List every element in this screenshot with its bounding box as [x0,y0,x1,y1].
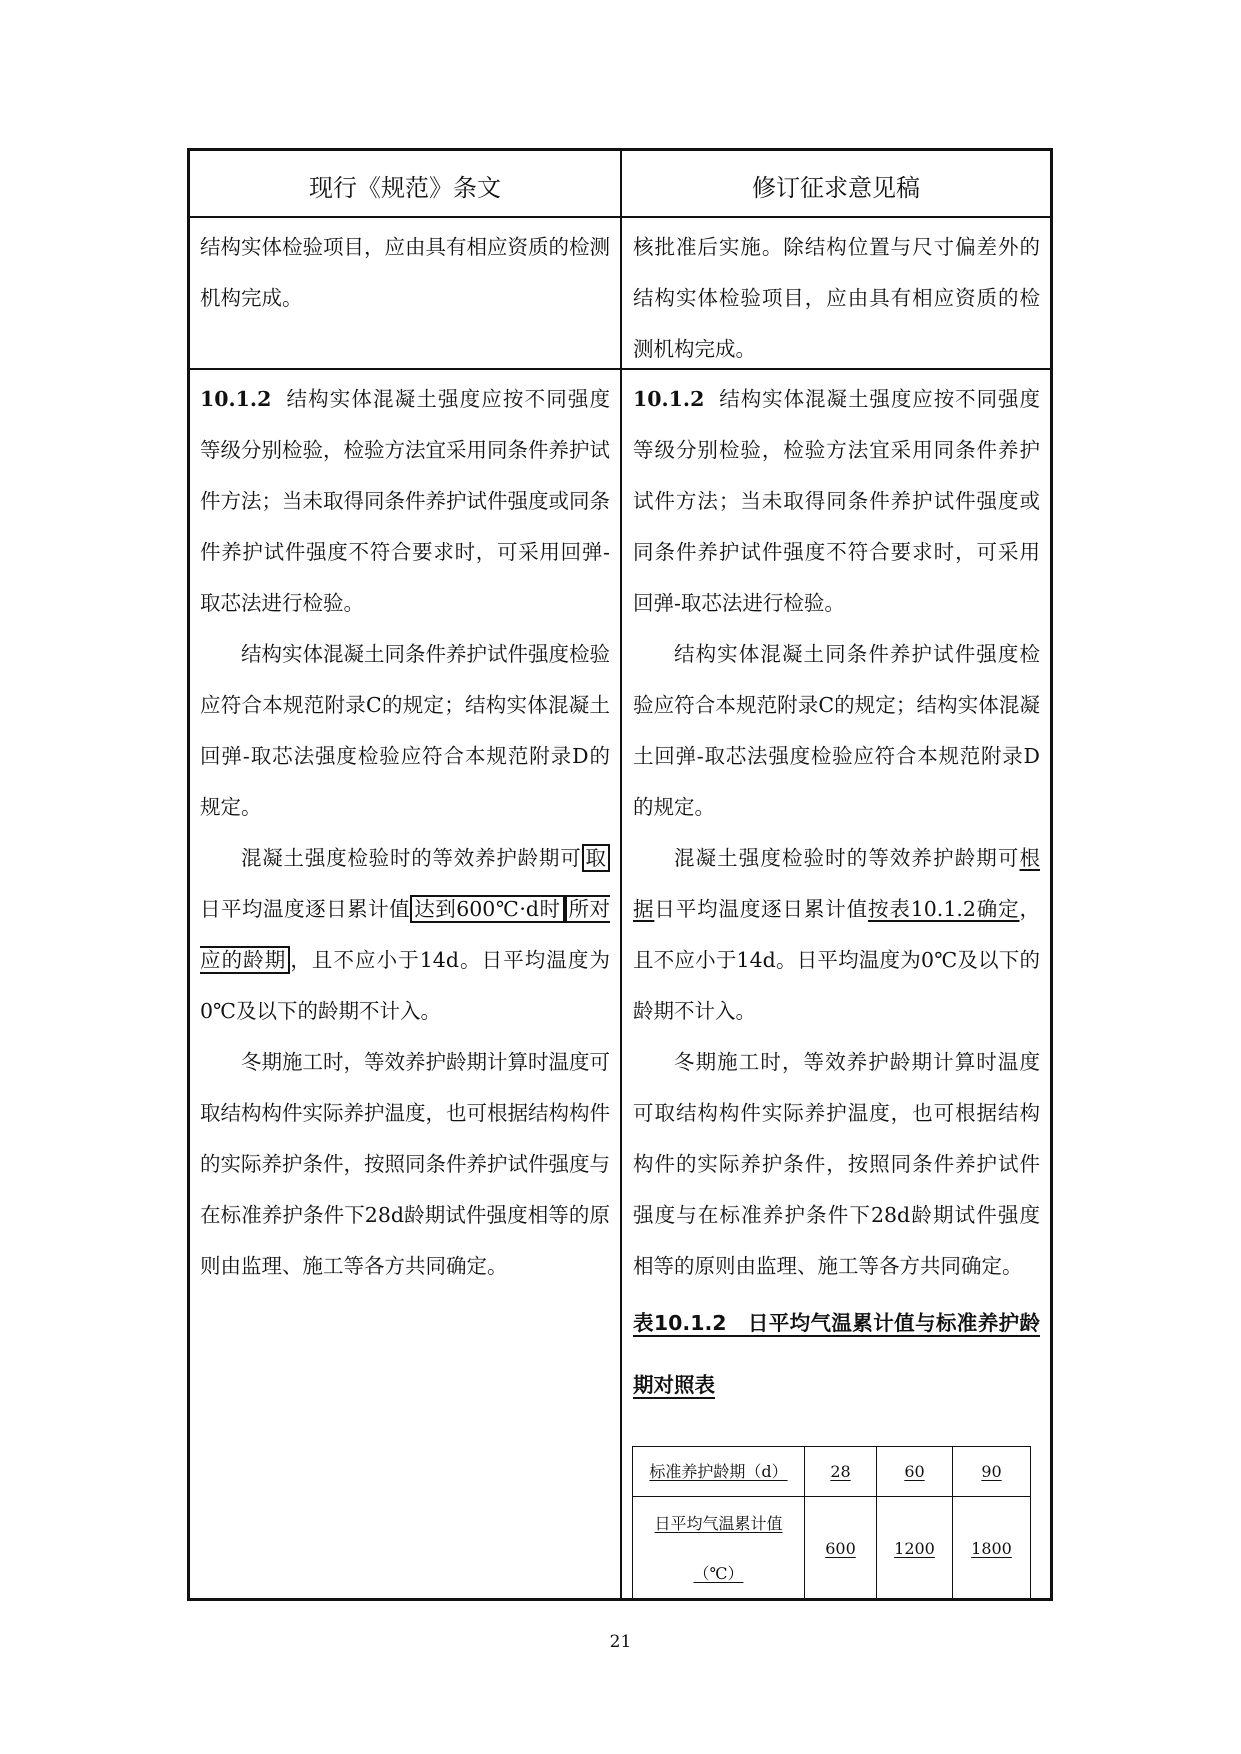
left-clause-p2: 结构实体混凝土同条件养护试件强度检验应符合本规范附录C的规定；结构实体混凝土回弹-取芯法强度检验应符合本规范附录D的规定。 [200,642,610,819]
left-row1-paragraph: 结构实体检验项目，应由具有相应资质的检测机构完成。 [200,235,610,310]
left-row1-text [200,222,610,324]
table-row2-label [633,1497,805,1601]
right-p3-text-c: ，且不应小于14d。日平均温度为0℃及以下的龄期不计入。 [633,897,1041,1023]
table-row2-value: 600 [805,1497,877,1601]
table-row2-label-line1: 日平均气温累计值 [654,1513,783,1533]
left-clause-p1-text: 结构实体混凝土强度应按不同强度等级分别检验，检验方法宜采用同条件养护试件方法；当未取得同条件养护试件强度或同条件养护试件强度不符合要求时，可采用回弹-取芯法进行检验。 [200,387,610,615]
right-clause-p2: 结构实体混凝土同条件养护试件强度检验应符合本规范附录C的规定；结构实体混凝土回弹-取芯法强度检验应符合本规范附录D的规定。 [633,642,1040,819]
age-temperature-table [632,1446,1031,1601]
table-row2-value: 1800 [953,1497,1031,1601]
left-p3-boxed-2: 达到600℃·d时 [410,895,564,923]
table-row [633,1447,1031,1497]
right-p3-underlined-2: 按表10.1.2确定 [868,897,1020,921]
table-row2-label-line2: （℃） [693,1563,744,1583]
page-number: 21 [609,1632,632,1652]
right-p3-text-b: 日平均温度逐日累计值 [654,897,868,921]
table-caption: 表10.1.2 日平均气温累计值与标准养护龄期对照表 [633,1311,1040,1397]
right-clause-p4: 冬期施工时，等效养护龄期计算时温度可取结构构件实际养护温度，也可根据结构构件的实际养护条件，按照同条件养护试件强度与在标准养护条件下28d龄期试件强度相等的原则由监理、施工等各方共同确定。 [633,1050,1040,1278]
right-p3-underlined-1: 根据 [633,846,1040,921]
column-divider [620,148,622,1601]
left-clause-p3 [200,833,610,1037]
table-row1-value: 90 [953,1447,1031,1497]
left-p3-text-a: 混凝土强度检验时的等效养护龄期可 [241,846,582,870]
left-p3-text-b: 日平均温度逐日累计值 [200,897,411,921]
right-p3-text-a: 混凝土强度检验时的等效养护龄期可 [674,846,1020,870]
left-p3-boxed-3: 所对应的龄期 [200,897,611,972]
right-row1-text [633,222,1040,375]
left-p3-text-c: ，且不应小于14d。日平均温度为0℃及以下的龄期不计入。 [200,948,610,1023]
table-row [633,1497,1031,1601]
left-clause-10-1-2 [200,374,610,1292]
table-row2-value: 1200 [877,1497,953,1601]
header-revision-draft: 修订征求意见稿 [752,174,920,202]
left-clause-p1 [200,374,610,629]
right-clause-10-1-2 [633,374,1040,1416]
left-p3-boxed-1: 取 [582,844,611,872]
right-clause-p3 [633,833,1040,1037]
table-row1-value: 60 [877,1447,953,1497]
right-row1-paragraph: 核批准后实施。除结构位置与尺寸偏差外的结构实体检验项目，应由具有相应资质的检测机构完成。 [633,235,1040,361]
right-clause-number: 10.1.2 [633,387,705,411]
table-row1-value: 28 [805,1447,877,1497]
header-divider [187,216,1053,218]
header-current-code: 现行《规范》条文 [309,174,501,202]
right-clause-p1-text: 结构实体混凝土强度应按不同强度等级分别检验，检验方法宜采用同条件养护试件方法；当未取得同条件养护试件强度或同条件养护试件强度不符合要求时，可采用回弹-取芯法进行检验。 [633,387,1040,615]
table-row1-label: 标准养护龄期（d） [633,1447,805,1497]
right-clause-p1 [633,374,1040,629]
left-clause-p4: 冬期施工时，等效养护龄期计算时温度可取结构构件实际养护温度，也可根据结构构件的实际养护条件，按照同条件养护试件强度与在标准养护条件下28d龄期试件强度相等的原则由监理、施工等各方共同确定。 [200,1050,610,1278]
left-clause-number: 10.1.2 [200,387,272,411]
